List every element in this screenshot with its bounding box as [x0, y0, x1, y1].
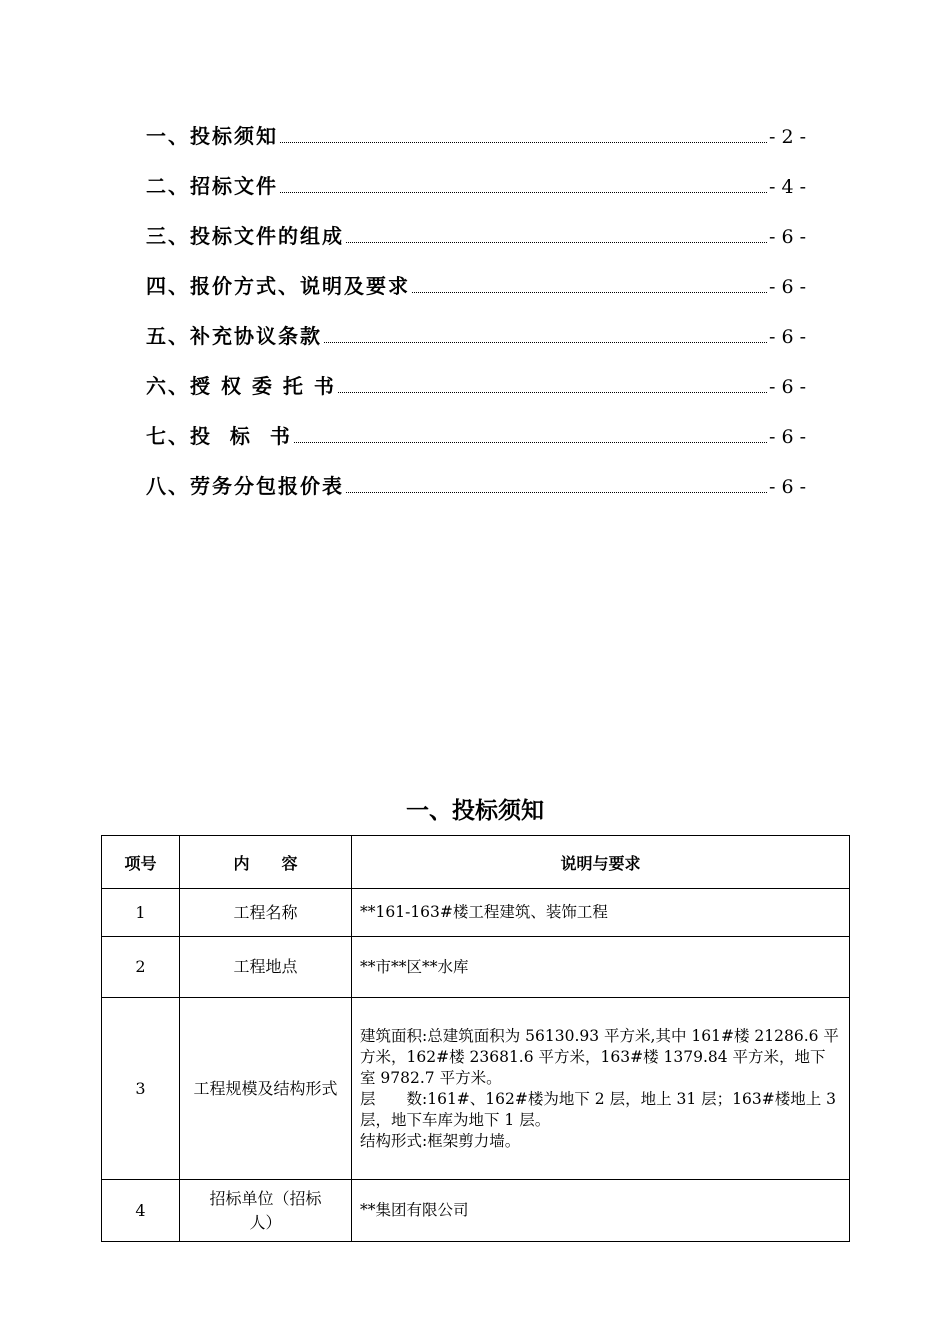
row-name: 工程规模及结构形式 — [180, 998, 352, 1180]
row-name: 工程地点 — [180, 937, 352, 998]
row-name: 招标单位（招标人） — [180, 1180, 352, 1242]
toc-leader-dots — [412, 292, 767, 293]
table-row — [102, 1180, 850, 1242]
section-title: 一、投标须知 — [406, 798, 544, 824]
description-line: **161-163#楼工程建筑、装饰工程 — [360, 903, 608, 921]
header-item-number: 项号 — [102, 836, 180, 889]
table-row — [102, 998, 850, 1180]
description-line: **市**区**水库 — [360, 957, 469, 976]
toc-item-label: 八、劳务分包报价表 — [146, 474, 344, 498]
row-number: 1 — [102, 889, 180, 937]
toc-item-label: 四、报价方式、说明及要求 — [146, 274, 410, 298]
bid-notice-table — [101, 835, 850, 1242]
table-row — [102, 889, 850, 937]
toc-item[interactable] — [146, 420, 806, 470]
toc-item-label: 三、投标文件的组成 — [146, 224, 344, 248]
description-line: 层 数:161#、162#楼为地下 2 层，地上 31 层；163#楼地上 3 层，地下车库为地下 1 层。 — [360, 1089, 837, 1129]
toc-item-page: - 6 - — [768, 326, 806, 348]
row-description — [352, 937, 850, 998]
toc-item-page: - 6 - — [768, 376, 806, 398]
row-description — [352, 889, 850, 937]
description-line: 建筑面积:总建筑面积为 56130.93 平方米,其中 161#楼 21286.6 平方米，162#楼 23681.6 平方米，163#楼 1379.84 平方米，地下室 9782.7 平方米。 — [360, 1026, 839, 1087]
toc-item[interactable] — [146, 270, 806, 320]
toc-item[interactable] — [146, 470, 806, 520]
toc-leader-dots — [324, 342, 767, 343]
toc-item-label: 七、投 标 书 — [146, 424, 292, 448]
toc-leader-dots — [346, 492, 767, 493]
toc-item-page: - 6 - — [768, 276, 806, 298]
toc-leader-dots — [346, 242, 767, 243]
toc-item[interactable] — [146, 120, 806, 170]
toc-leader-dots — [294, 442, 767, 443]
toc-item-label: 六、授 权 委 托 书 — [146, 374, 336, 398]
table-of-contents — [146, 120, 806, 520]
toc-leader-dots — [280, 192, 767, 193]
toc-item-page: - 2 - — [768, 126, 806, 148]
row-name: 工程名称 — [180, 889, 352, 937]
row-description — [352, 998, 850, 1180]
description-line: **集团有限公司 — [360, 1201, 469, 1219]
toc-item-label: 五、补充协议条款 — [146, 324, 322, 348]
toc-item-page: - 6 - — [768, 226, 806, 248]
toc-item-page: - 6 - — [768, 426, 806, 448]
row-number: 4 — [102, 1180, 180, 1242]
header-content: 内 容 — [180, 836, 352, 889]
table-row — [102, 937, 850, 998]
toc-item-label: 二、招标文件 — [146, 174, 278, 198]
toc-item[interactable] — [146, 170, 806, 220]
toc-item-page: - 6 - — [768, 476, 806, 498]
description-line: 结构形式:框架剪力墙。 — [360, 1131, 521, 1150]
toc-leader-dots — [280, 142, 767, 143]
table-header-row — [102, 836, 850, 889]
row-description — [352, 1180, 850, 1242]
toc-leader-dots — [338, 392, 767, 393]
toc-item[interactable] — [146, 320, 806, 370]
toc-item-label: 一、投标须知 — [146, 124, 278, 148]
toc-item-page: - 4 - — [768, 176, 806, 198]
row-number: 2 — [102, 937, 180, 998]
row-number: 3 — [102, 998, 180, 1180]
header-description: 说明与要求 — [352, 836, 850, 889]
toc-item[interactable] — [146, 370, 806, 420]
toc-item[interactable] — [146, 220, 806, 270]
